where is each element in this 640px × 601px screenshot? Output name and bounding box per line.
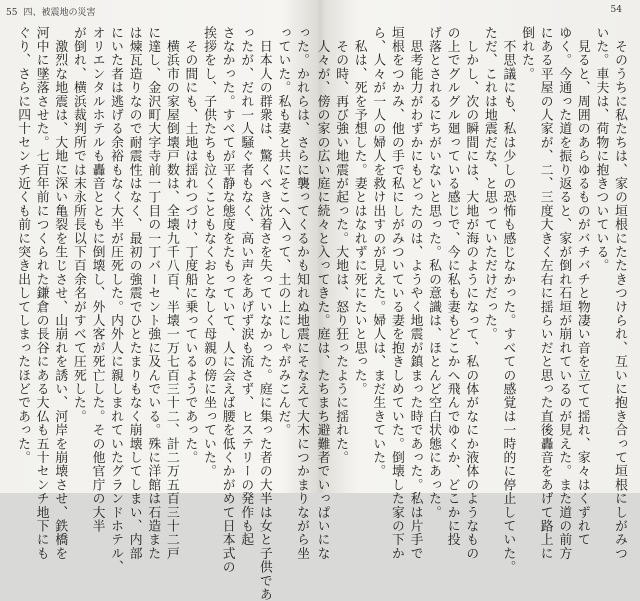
left-running-head [6, 5, 101, 18]
text-line: しかし、次の瞬間には、大地が海のようになって、私の体がなにか液体のようなもの [463, 26, 479, 561]
text-line: に達し、金沢町大字寺前一丁目の一丁バーセント強に及んでいる。殊に洋館は石造また [145, 26, 161, 561]
text-line: ぐり、さらに四十センチ近くも前に突き出してしまったほどであった。 [15, 26, 31, 465]
text-line: 見ると、周囲のあらゆるものがバチバチと物凄い音を立てて揺れ、家々はくずれて [574, 26, 590, 547]
text-line: その時、再び強い地震が起った。大地は、怒り狂ったように揺れた。 [333, 26, 349, 465]
text-line: ただ、これは地震だな、と思っていただけだった。 [481, 26, 497, 342]
right-body-text [314, 26, 628, 574]
text-line: 倒れた。 [519, 26, 535, 81]
text-line: 私は、死を予想した。妻とはなれずに死にたいと思った。 [351, 26, 367, 396]
text-line: さなかった。すべてが平静な態度をたもっていて、人に会えば腰を低くかがめて日本式の [219, 26, 235, 574]
right-page-number: 54 [610, 5, 622, 15]
text-line: その間にも、土地は揺れつづけ、丁度船に乗っているようであった。 [182, 26, 198, 465]
text-line: いた。車夫は、荷物に抱きついている。 [593, 26, 609, 273]
text-line: 不思議にも、私は少しの恐怖も感じなかった。すべての感覚は一時的に停止していた。 [500, 26, 516, 574]
text-line: ら、人々が一人の婦人を救け出すのが見えた。婦人は、まだ生きていた。 [370, 26, 386, 479]
text-line: ゆく。今通った道を振り返ると、家が倒れ石垣が崩れているのが見えた。また道の前方 [556, 26, 572, 561]
text-line: にある平屋の人家が、二、三度大きく左右に揺らいだと思った直後轟音をあげて路上に [537, 26, 553, 561]
text-line: そのうちに私たちは、家の垣根にたたきつけられ、互いに抱き合って垣根にしがみつ [612, 26, 627, 561]
text-line: 垣根をつかみ、他の手で私にしがみついている妻を抱きしめていた。倒壊した家の下か [388, 26, 404, 561]
text-line: 激烈な地震は、大地に深い亀裂を生じさせ、山崩れを誘い、河岸を崩壊させ、鉄橋を [52, 26, 68, 561]
text-line: 日本人の群衆は、驚くべき沈着さを失っていなかった。庭に集った者の大半は女と子供であ [256, 26, 272, 601]
left-chapter-title: 四、被震地の災害 [23, 8, 96, 18]
text-line: っていた。私も妻と共にそこへ入って、土の上にしゃがみこんだ。 [275, 26, 291, 437]
text-line: 人々が、傍の家の広い庭に続々と入ってきた。庭は、たちまち避難者でいっぱいにな [314, 26, 330, 561]
text-line: ったが、だれ一人騒ぐ者もなく、高い声をあげず涙も流さず、ヒステリーの発作も起 [238, 26, 254, 547]
text-line: 横浜市の家屋倒壊戸数は、全壊九千八百、半壊一万七百三十二、計二万五百三十二戸 [163, 26, 179, 561]
text-line: にいた者は逃げる余裕もなく大半が圧死した。内外人に親しまれていたグランドホテル、 [108, 26, 124, 574]
right-page [314, 0, 640, 574]
text-line: 思考能力がわずかにもどったのは、ようやく地震が鎮まった時であった。私は片手で [407, 26, 423, 561]
text-line: げ落とされるにちがいないと思った。私の意識は、ほとんど空白状態にあった。 [426, 26, 442, 520]
text-line: 挨拶をし、子供たちも泣くこともなくおとなしく母親の傍に坐っていた。 [201, 26, 217, 479]
text-line: が倒れ、横浜裁判所では末永所長以下百余名がすべて圧死した。 [70, 26, 86, 424]
left-body-text [14, 26, 310, 601]
right-running-head [611, 5, 628, 15]
text-line: った。かれらは、さらに襲ってくるかも知れぬ地震にそなえて大木につかまりながら坐 [294, 26, 309, 561]
text-line: 河中に墜落させた。七百年前につくられた鎌倉の長谷にある大仏も五十センチ地下にも [33, 26, 49, 561]
text-line: は煉瓦造りなので耐震性はなく、最初の強震でひとたまりもなく崩壊してしまい、内部 [126, 26, 142, 561]
left-page-number: 55 [6, 8, 18, 18]
text-line: オリエンタルホテルも轟音とともに倒壊し、外人客が死亡した。その他官庁の大半 [89, 26, 105, 533]
text-line: の上でグルグル廻っている感じで、今に私も妻もどこかへ飛んでゆくか、どこかに投 [444, 26, 460, 547]
